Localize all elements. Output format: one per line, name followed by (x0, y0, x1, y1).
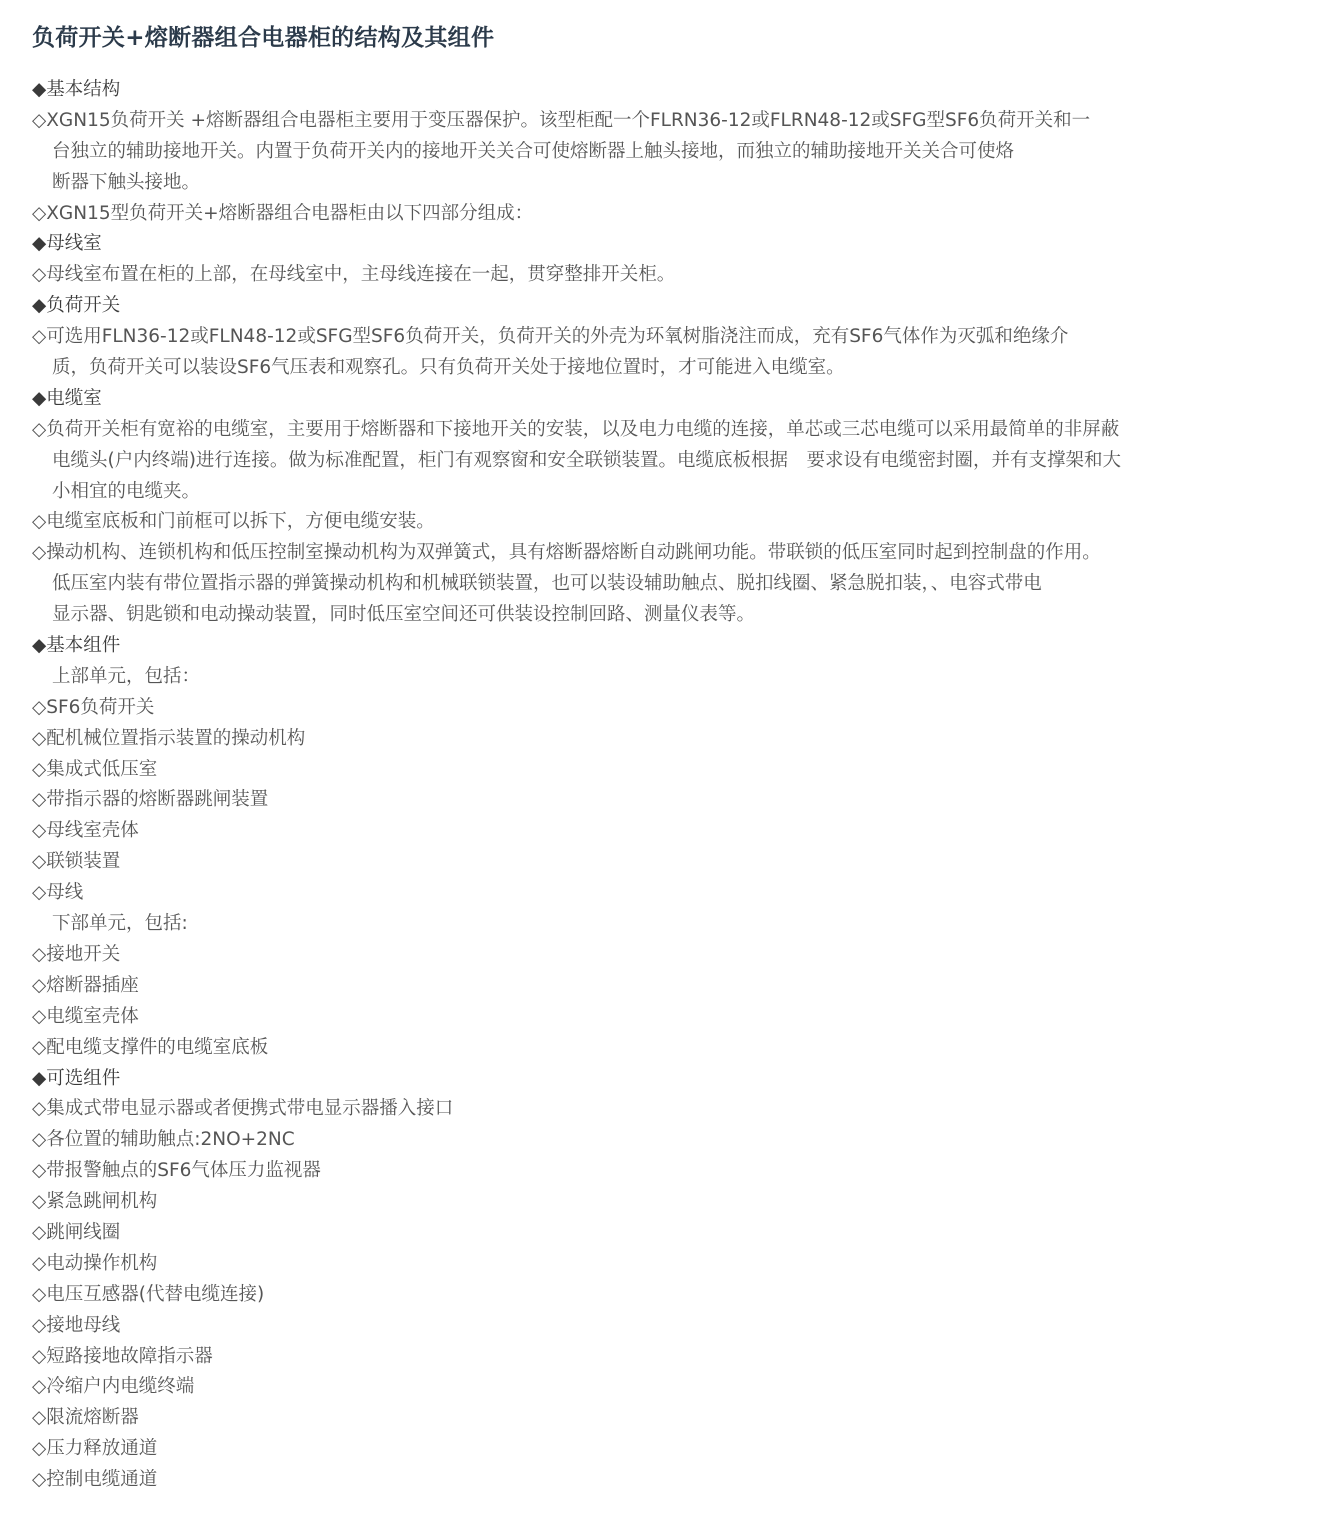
list-item: ◇母线室壳体 (32, 820, 139, 842)
list-item: ◇压力释放通道 (32, 1438, 158, 1460)
list-item: ◇配机械位置指示装置的操动机构 (32, 727, 306, 749)
page-title: 负荷开关+熔断器组合电器柜的结构及其组件 (32, 25, 495, 51)
list-item: ◇接地母线 (32, 1314, 121, 1336)
section-heading: ◆电缆室 (32, 387, 102, 409)
list-item: ◇熔断器插座 (32, 974, 139, 996)
text-continuation: 台独立的辅助接地开关。内置于负荷开关内的接地开关关合可使熔断器上触头接地，而独立的辅助接地开关关合可使烙 (52, 140, 1015, 162)
list-item: ◇接地开关 (32, 943, 121, 965)
document-body (32, 75, 1302, 1496)
section-heading: ◆母线室 (32, 233, 102, 255)
list-item: ◇配电缆支撑件的电缆室底板 (32, 1036, 269, 1058)
list-item: ◇各位置的辅助触点:2NO+2NC (32, 1129, 295, 1151)
list-item: ◇跳闸线圈 (32, 1221, 121, 1243)
list-item: ◇XGN15型负荷开关+熔断器组合电器柜由以下四部分组成： (32, 202, 534, 224)
list-item: ◇集成式带电显示器或者便携式带电显示器播入接口 (32, 1098, 454, 1120)
list-item: ◇控制电缆通道 (32, 1469, 158, 1491)
list-item: ◇集成式低压室 (32, 758, 158, 780)
text-continuation: 质，负荷开关可以装设SF6气压表和观察孔。只有负荷开关处于接地位置时，才可能进入电缆室。 (52, 357, 845, 379)
list-item: ◇电动操作机构 (32, 1252, 158, 1274)
list-item: ◇电缆室壳体 (32, 1005, 139, 1027)
list-item: ◇母线 (32, 882, 84, 904)
list-item: ◇带指示器的熔断器跳闸装置 (32, 789, 269, 811)
list-item: ◇操动机构、连锁机构和低压控制室操动机构为双弹簧式，具有熔断器熔断自动跳闸功能。带联锁的低压室同时起到控制盘的作用。 (32, 542, 1101, 564)
section-heading: ◆负荷开关 (32, 295, 121, 317)
text-continuation: 断器下触头接地。 (52, 171, 201, 193)
text-continuation: 显示器、钥匙锁和电动操动装置，同时低压室空间还可供装设控制回路、测量仪表等。 (52, 604, 756, 626)
list-item: ◇电压互感器(代替电缆连接) (32, 1283, 265, 1305)
list-item: ◇联锁装置 (32, 851, 121, 873)
list-item: ◇带报警触点的SF6气体压力监视器 (32, 1160, 321, 1182)
list-item: ◇SF6负荷开关 (32, 696, 155, 718)
list-item: ◇冷缩户内电缆终端 (32, 1376, 195, 1398)
text-continuation: 电缆头(户内终端)进行连接。做为标准配置，柜门有观察窗和安全联锁装置。电缆底板根据 要求设有电缆密封圈，并有支撑架和大 (52, 449, 1121, 471)
section-heading: ◆基本结构 (32, 79, 121, 100)
text-continuation: 小相宜的电缆夹。 (52, 480, 201, 502)
list-item: ◇XGN15负荷开关 +熔断器组合电器柜主要用于变压器保护。该型柜配一个FLRN36-12或FLRN48-12或SFG型SF6负荷开关和一 (32, 109, 1091, 131)
section-heading: ◆基本组件 (32, 635, 121, 657)
list-item: ◇母线室布置在柜的上部，在母线室中，主母线连接在一起，贯穿整排开关柜。 (32, 264, 676, 286)
list-item: ◇可选用FLN36-12或FLN48-12或SFG型SF6负荷开关，负荷开关的外壳为环氧树脂浇注而成，充有SF6气体作为灭弧和绝缘介 (32, 326, 1069, 348)
list-item: ◇电缆室底板和门前框可以拆下，方便电缆安装。 (32, 511, 435, 533)
list-item: ◇限流熔断器 (32, 1407, 139, 1429)
text-continuation: 下部单元，包括: (52, 913, 188, 935)
list-item: ◇短路接地故障指示器 (32, 1345, 213, 1367)
list-item: ◇负荷开关柜有宽裕的电缆室，主要用于熔断器和下接地开关的安装，以及电力电缆的连接，单芯或三芯电缆可以采用最简单的非屏蔽 (32, 418, 1120, 440)
section-heading: ◆可选组件 (32, 1067, 121, 1089)
list-item: ◇紧急跳闸机构 (32, 1191, 158, 1213)
text-continuation: 低压室内装有带位置指示器的弹簧操动机构和机械联锁装置，也可以装设辅助触点、脱扣线圈、紧急脱扣装，、电容式带电 (52, 573, 1042, 595)
text-continuation: 上部单元，包括： (52, 665, 201, 687)
